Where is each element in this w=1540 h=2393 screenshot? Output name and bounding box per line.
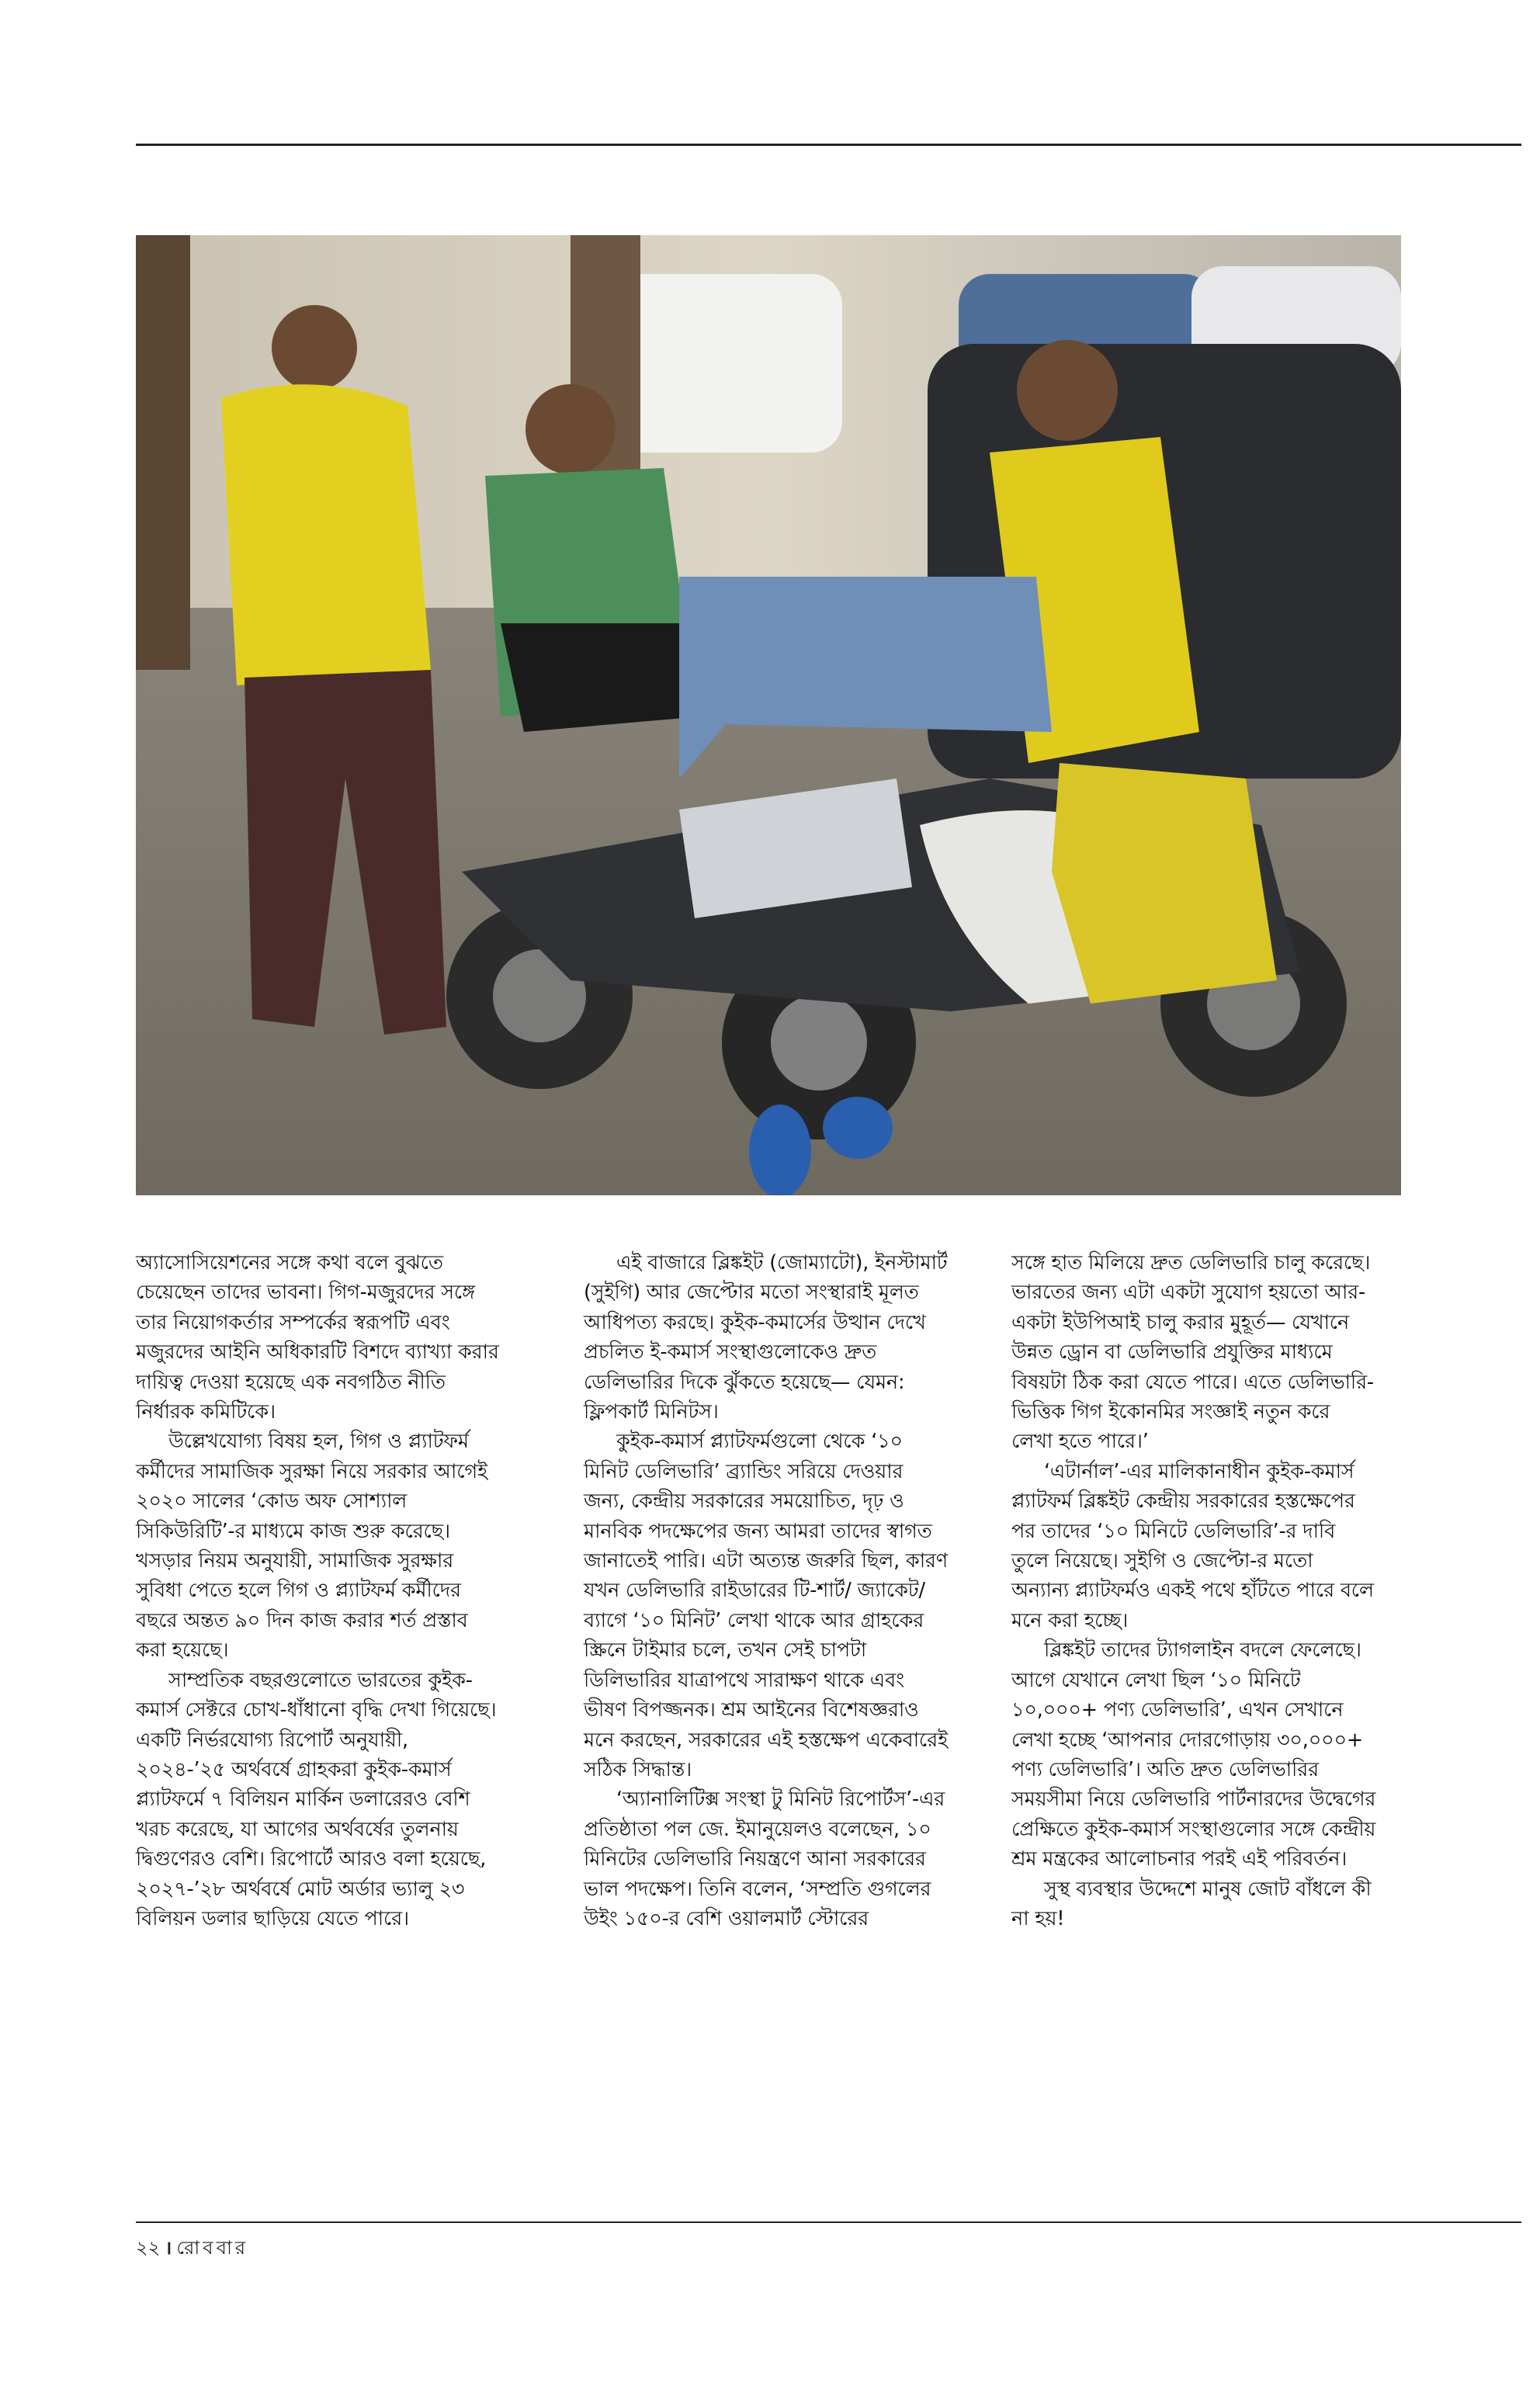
- page-number: ২২: [136, 2237, 161, 2259]
- text-column-2: [584, 1248, 949, 1933]
- paragraph: এই বাজারে ব্লিঙ্কইট (জোম্যাটো), ইনস্টামার্ট (সুইগি) আর জেপ্টোর মতো সংস্থারাই মূলত আধিপত্য করছে। কুইক-কমার্সের উত্থান দেখে প্রচলিত ই-কমার্স সংস্থাগুলোকেও দ্রুত ডেলিভারির দিকে ঝুঁকতে হয়েছে— যেমন: ফ্লিপকার্ট মিনিটস।: [584, 1251, 948, 1424]
- paragraph: সুস্থ ব্যবস্থার উদ্দেশে মানুষ জোট বাঁধলে কী না হয়!: [1011, 1877, 1372, 1930]
- paragraph: ‘এটার্নাল’-এর মালিকানাধীন কুইক-কমার্স প্ল্যাটফর্ম ব্লিঙ্কইট কেন্দ্রীয় সরকারের হস্তক্ষেপের পর তাদের ‘১০ মিনিটে ডেলিভারি’-র দাবি তুলে নিয়েছে। সুইগি ও জেপ্টো-র মতো অন্যান্য প্ল্যাটফর্মও একই পথে হাঁটতে পারে বলে মনে করা হচ্ছে।: [1011, 1459, 1374, 1632]
- paragraph: ব্লিঙ্কইট তাদের ট্যাগলাইন বদলে ফেলেছে। আগে যেখানে লেখা ছিল ‘১০ মিনিটে ১০,০০০+ পণ্য ডেলিভারি’, এখন সেখানে লেখা হচ্ছে ‘আপনার দোরগোড়ায় ৩০,০০০+ পণ্য ডেলিভারি’। অতি দ্রুত ডেলিভারির সময়সীমা নিয়ে ডেলিভারি পার্টনারদের উদ্বেগের প্রেক্ষিতে কুইক-কমার্স সংস্থাগুলোর সঙ্গে কেন্দ্রীয় শ্রম মন্ত্রকের আলোচনার পরই এই পরিবর্তন।: [1011, 1639, 1376, 1871]
- paragraph: কুইক-কমার্স প্ল্যাটফর্মগুলো থেকে ‘১০ মিনিট ডেলিভারি’ ব্র্যান্ডিং সরিয়ে দেওয়ার জন্য, কেন্দ্রীয় সরকারের সময়োচিত, দৃঢ় ও মানবিক পদক্ষেপের জন্য আমরা তাদের স্বাগত জানাতেই পারি। এটা অত্যন্ত জরুরি ছিল, কারণ যখন ডেলিভারি রাইডারের টি-শার্ট/ জ্যাকেট/ ব্যাগে ‘১০ মিনিট’ লেখা থাকে আর গ্রাহকের স্ক্রিনে টাইমার চলে, তখন সেই চাপটা ডিলিভারির যাত্রাপথে সারাক্ষণ থাকে এবং ভীষণ বিপজ্জনক। শ্রম আইনের বিশেষজ্ঞরাও মনে করছেন, সরকারের এই হস্তক্ষেপ একেবারেই সঠিক সিদ্ধান্ত।: [584, 1430, 949, 1781]
- paragraph: সাম্প্রতিক বছরগুলোতে ভারতের কুইক-কমার্স সেক্টরে চোখ-ধাঁধানো বৃদ্ধি দেখা গিয়েছে। একটি নির্ভরযোগ্য রিপোর্ট অনুযায়ী, ২০২৪-’২৫ অর্থবর্ষে গ্রাহকরা কুইক-কমার্স প্ল্যাটফর্মে ৭ বিলিয়ন মার্কিন ডলারেরও বেশি খরচ করেছে, যা আগের অর্থবর্ষের তুলনায় দ্বিগুণেরও বেশি। রিপোর্টে আরও বলা হয়েছে, ২০২৭-’২৮ অর্থবর্ষে মোট অর্ডার ভ্যালু ২৩ বিলিয়ন ডলার ছাড়িয়ে যেতে পারে।: [136, 1668, 497, 1930]
- text-column-3: [1011, 1248, 1376, 1933]
- paragraph: সঙ্গে হাত মিলিয়ে দ্রুত ডেলিভারি চালু করেছে। ভারতের জন্য এটা একটা সুযোগ হয়তো আর-একটা ইউপিআই চালু করার মুহূর্ত— যেখানে উন্নত ড্রোন বা ডেলিভারি প্রযুক্তির মাধ্যমে বিষয়টা ঠিক করা যেতে পারে। এতে ডেলিভারি-ভিত্তিক গিগ ইকোনমির সংজ্ঞাই নতুন করে লেখা হতে পারে।’: [1011, 1251, 1374, 1454]
- paragraph: ‘অ্যানালিটিক্স সংস্থা টু মিনিট রিপোর্টস’-এর প্রতিষ্ঠাতা পল জে. ইমানুয়েলও বলেছেন, ১০ মিনিটের ডেলিভারি নিয়ন্ত্রণে আনা সরকারের ভাল পদক্ষেপ। তিনি বলেন, ‘সম্প্রতি গুগলের উইং ১৫০-র বেশি ওয়ালমার্ট স্টোরের: [584, 1788, 945, 1930]
- footer-separator: ।: [165, 2237, 172, 2259]
- magazine-name: রোববার: [176, 2237, 249, 2259]
- photo-delivery-riders-icon: [136, 235, 1401, 1195]
- paragraph: উল্লেখযোগ্য বিষয় হল, গিগ ও প্ল্যাটফর্ম কর্মীদের সামাজিক সুরক্ষা নিয়ে সরকার আগেই ২০২০ সালের ‘কোড অফ সোশ্যাল সিকিউরিটি’-র মাধ্যমে কাজ শুরু করেছে। খসড়ার নিয়ম অনুযায়ী, সামাজিক সুরক্ষার সুবিধা পেতে হলে গিগ ও প্ল্যাটফর্ম কর্মীদের বছরে অন্তত ৯০ দিন কাজ করার শর্ত প্রস্তাব করা হয়েছে।: [136, 1430, 488, 1663]
- text-column-1: [136, 1248, 501, 1933]
- bottom-rule: [136, 2221, 1521, 2223]
- paragraph: অ্যাসোসিয়েশনের সঙ্গে কথা বলে বুঝতে চেয়েছেন তাদের ভাবনা। গিগ-মজুরদের সঙ্গে তার নিয়োগকর্তার সম্পর্কের স্বরূপটি এবং মজুরদের আইনি অধিকারটি বিশদে ব্যাখ্যা করার দায়িত্ব দেওয়া হয়েছে এক নবগঠিত নীতি নির্ধারক কমিটিকে।: [136, 1251, 499, 1424]
- article-photo: [136, 235, 1401, 1195]
- page-footer: [136, 2235, 248, 2260]
- top-rule: [136, 144, 1521, 146]
